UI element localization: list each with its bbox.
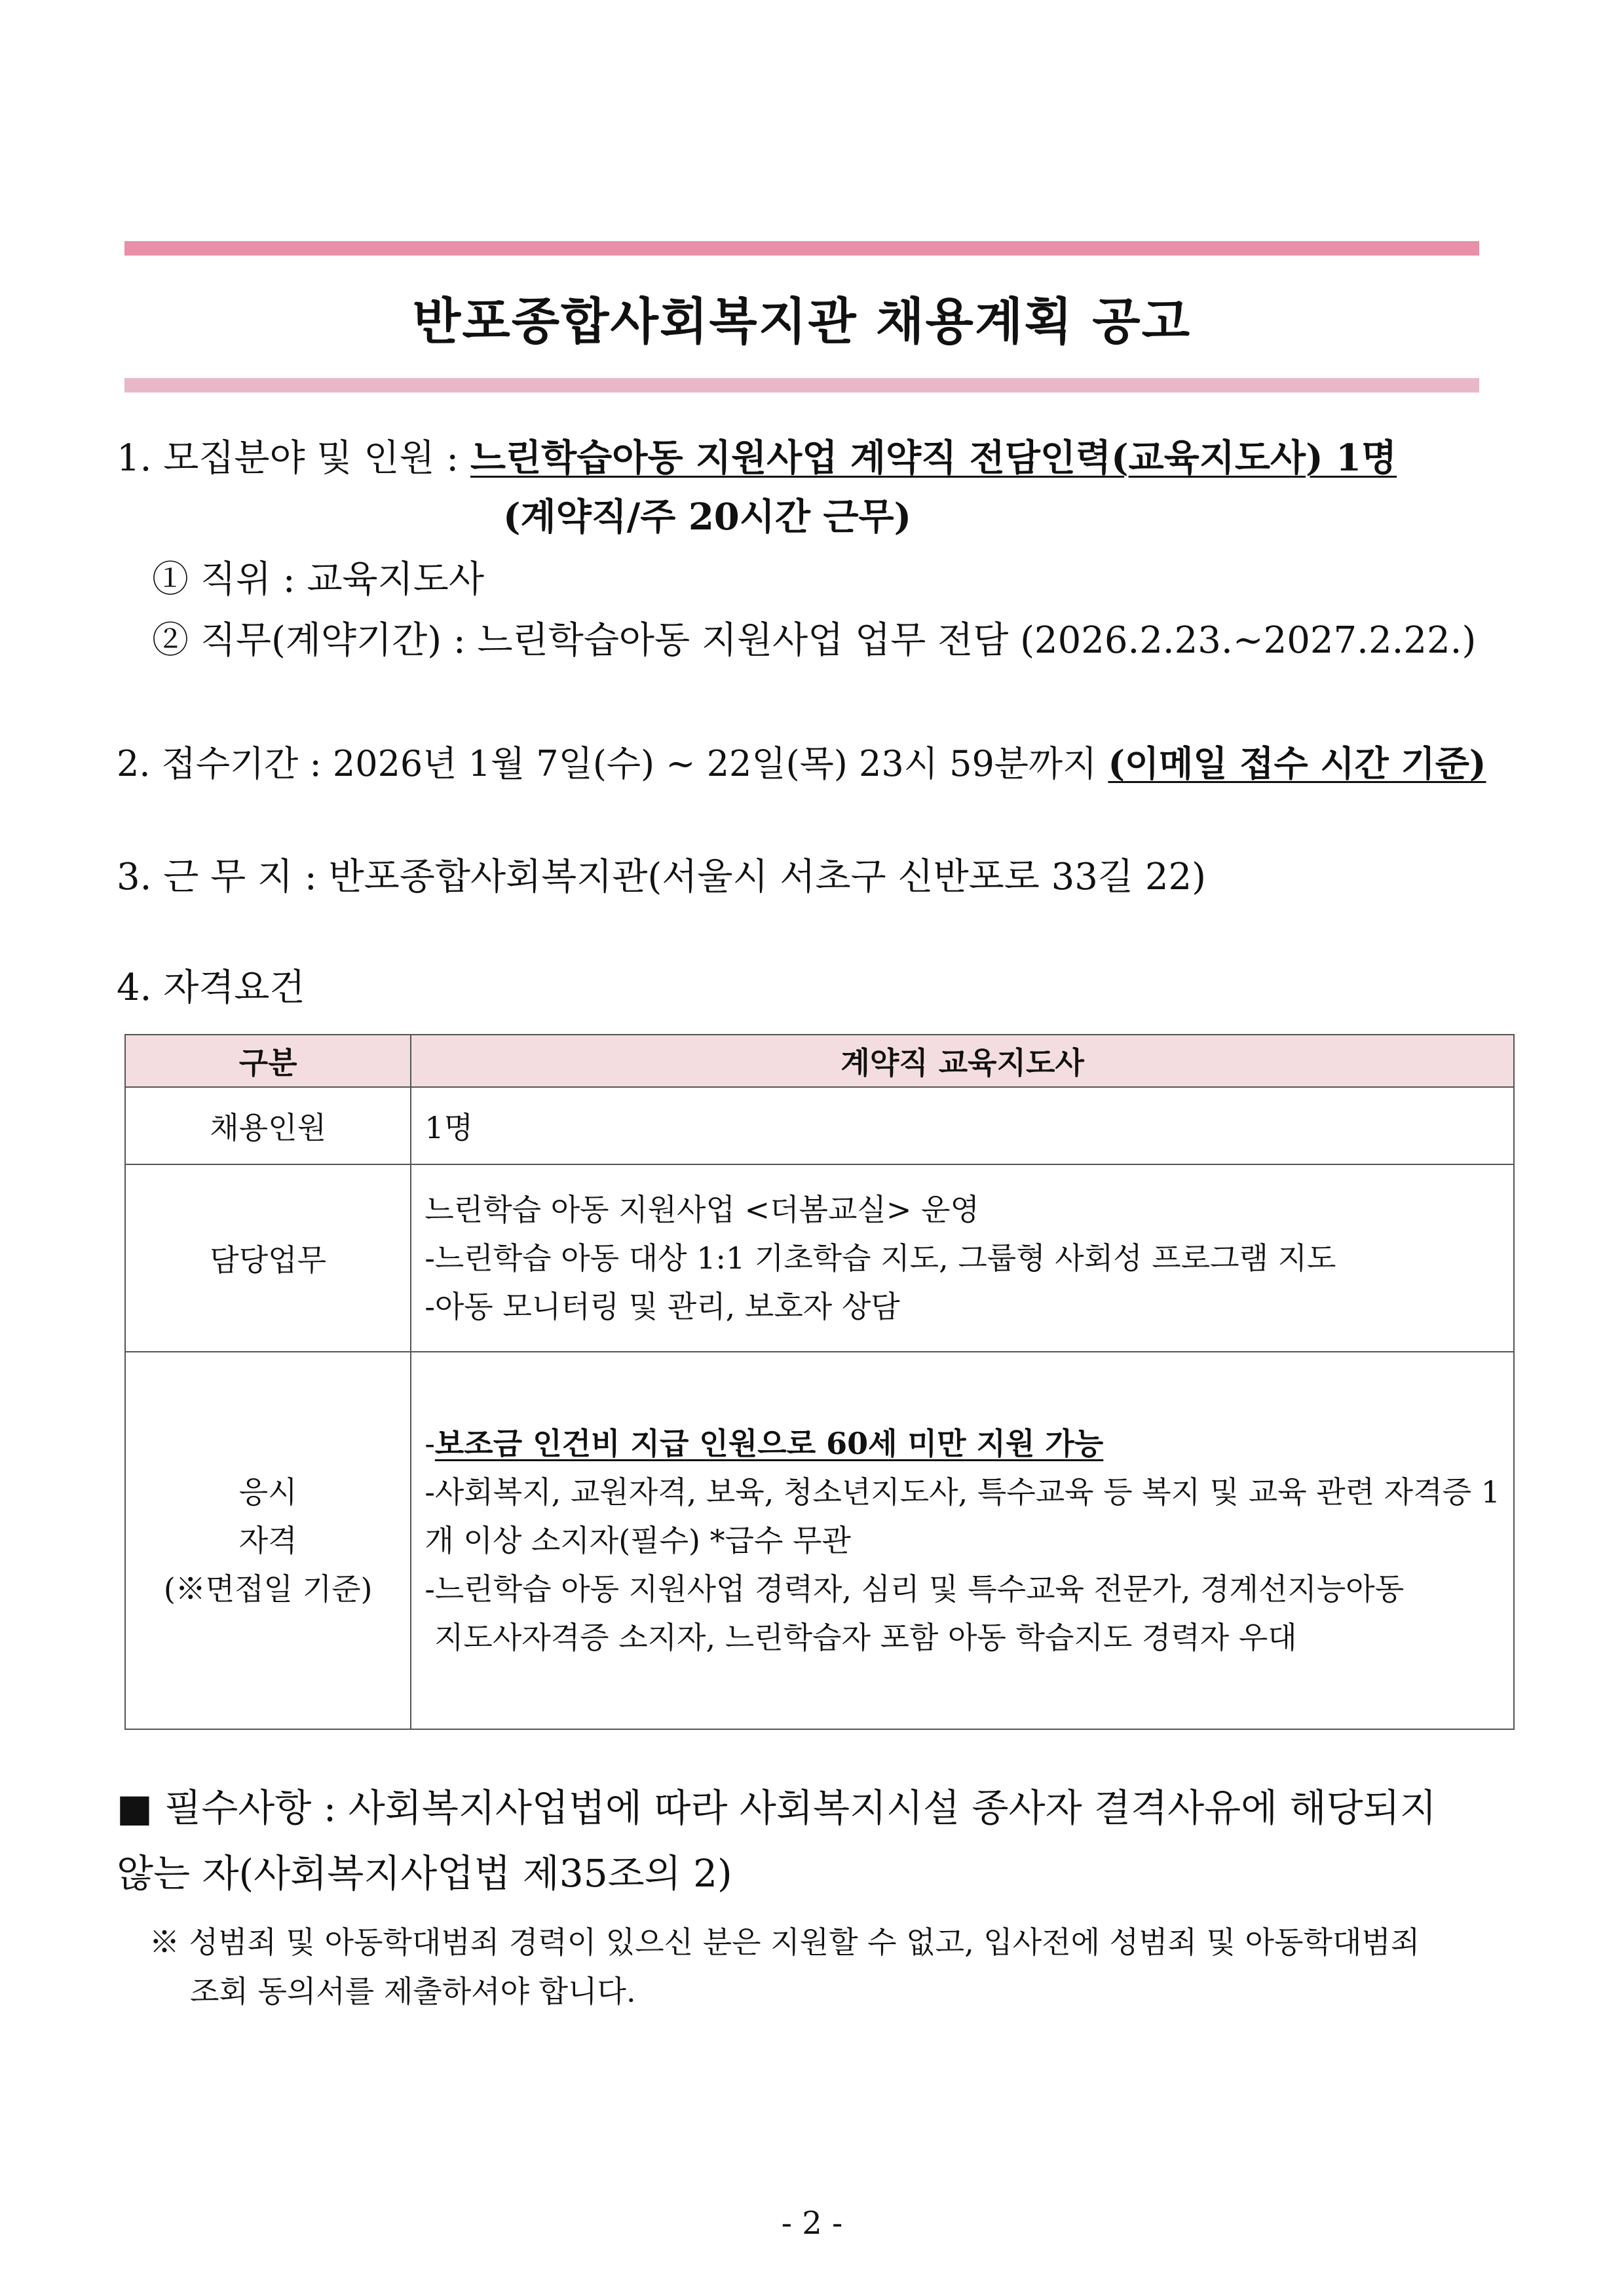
row-value-headcount: 1명 bbox=[411, 1087, 1514, 1164]
qualification-line: -사회복지, 교원자격, 보육, 청소년지도사, 특수교육 등 복지 및 교육 관련 자격증 1 bbox=[425, 1474, 1500, 1510]
table-header-row bbox=[125, 1035, 1514, 1087]
row-value-duties bbox=[411, 1164, 1514, 1352]
section-1-item2: ② 직무(계약기간) : 느린학습아동 지원사업 업무 전담 (2026.2.23.~2027.2.22.) bbox=[152, 619, 1477, 662]
duty-line: -느린학습 아동 대상 1:1 기초학습 지도, 그룹형 사회성 프로그램 지도 bbox=[425, 1240, 1336, 1276]
title-bottom-bar bbox=[124, 378, 1479, 392]
table-header-category: 구분 bbox=[125, 1035, 411, 1087]
section-1-label: 1. 모집분야 및 인원 : bbox=[117, 437, 470, 480]
qualification-prefix: - bbox=[425, 1426, 435, 1461]
qualification-age-limit: 보조금 인건비 지급 인원으로 60세 미만 지원 가능 bbox=[434, 1426, 1104, 1461]
row-value-qualification bbox=[411, 1352, 1514, 1729]
row-label-headcount: 채용인원 bbox=[125, 1087, 411, 1164]
page-number: - 2 - bbox=[781, 2205, 843, 2242]
duty-line: -아동 모니터링 및 관리, 보호자 상담 bbox=[425, 1289, 900, 1324]
qualification-label-3: (※면접일 기준) bbox=[163, 1571, 373, 1607]
qualification-label-2: 자격 bbox=[238, 1523, 297, 1558]
table-row bbox=[125, 1352, 1514, 1729]
section-4-label: 4. 자격요건 bbox=[117, 966, 305, 1009]
row-label-duties: 담당업무 bbox=[125, 1164, 411, 1352]
section-1-value: 느린학습아동 지원사업 계약직 전담인력(교육지도사) 1명 bbox=[470, 436, 1397, 480]
qualification-label-1: 응시 bbox=[238, 1474, 297, 1510]
required-line-1: ■ 필수사항 : 사회복지사업법에 따라 사회복지시설 종사자 결격사유에 해당되지 bbox=[117, 1786, 1437, 1830]
table-row bbox=[125, 1087, 1514, 1164]
qualification-line: 개 이상 소지자(필수) *급수 무관 bbox=[425, 1523, 851, 1558]
duty-line: 느린학습 아동 지원사업 <더봄교실> 운영 bbox=[425, 1192, 979, 1227]
table-row bbox=[125, 1164, 1514, 1352]
section-1-value2: (계약직/주 20시간 근무) bbox=[503, 495, 912, 539]
notice-line-2: 조회 동의서를 제출하셔야 합니다. bbox=[190, 1974, 636, 2009]
qualification-line: -느린학습 아동 지원사업 경력자, 심리 및 특수교육 전문가, 경계선지능아동 bbox=[425, 1571, 1405, 1607]
section-3-line: 3. 근 무 지 : 반포종합사회복지관(서울시 서초구 신반포로 33길 22) bbox=[117, 856, 1206, 898]
table-header-position: 계약직 교육지도사 bbox=[411, 1035, 1514, 1087]
section-1-line bbox=[117, 429, 1397, 482]
section-1-item1: ① 직위 : 교육지도사 bbox=[152, 558, 484, 601]
section-2-label: 2. 접수기간 : 2026년 1월 7일(수) ~ 22일(목) 23시 59분까지 bbox=[117, 743, 1108, 784]
section-2-line bbox=[117, 736, 1486, 786]
qualification-line: 지도사자격증 소지자, 느린학습자 포함 아동 학습지도 경력자 우대 bbox=[425, 1620, 1297, 1655]
notice-line-1: ※ 성범죄 및 아동학대범죄 경력이 있으신 분은 지원할 수 없고, 입사전에 성범죄 및 아동학대범죄 bbox=[149, 1924, 1420, 1960]
row-label-qualification bbox=[125, 1352, 411, 1729]
qualification-line-0 bbox=[425, 1419, 1500, 1468]
title-top-bar bbox=[124, 241, 1479, 256]
qualification-table bbox=[124, 1034, 1515, 1730]
document-title: 반포종합사회복지관 채용계획 공고 bbox=[412, 292, 1192, 351]
required-line-2: 않는 자(사회복지사업법 제35조의 2) bbox=[117, 1851, 732, 1896]
section-2-emphasis: (이메일 접수 시간 기준) bbox=[1108, 742, 1486, 784]
